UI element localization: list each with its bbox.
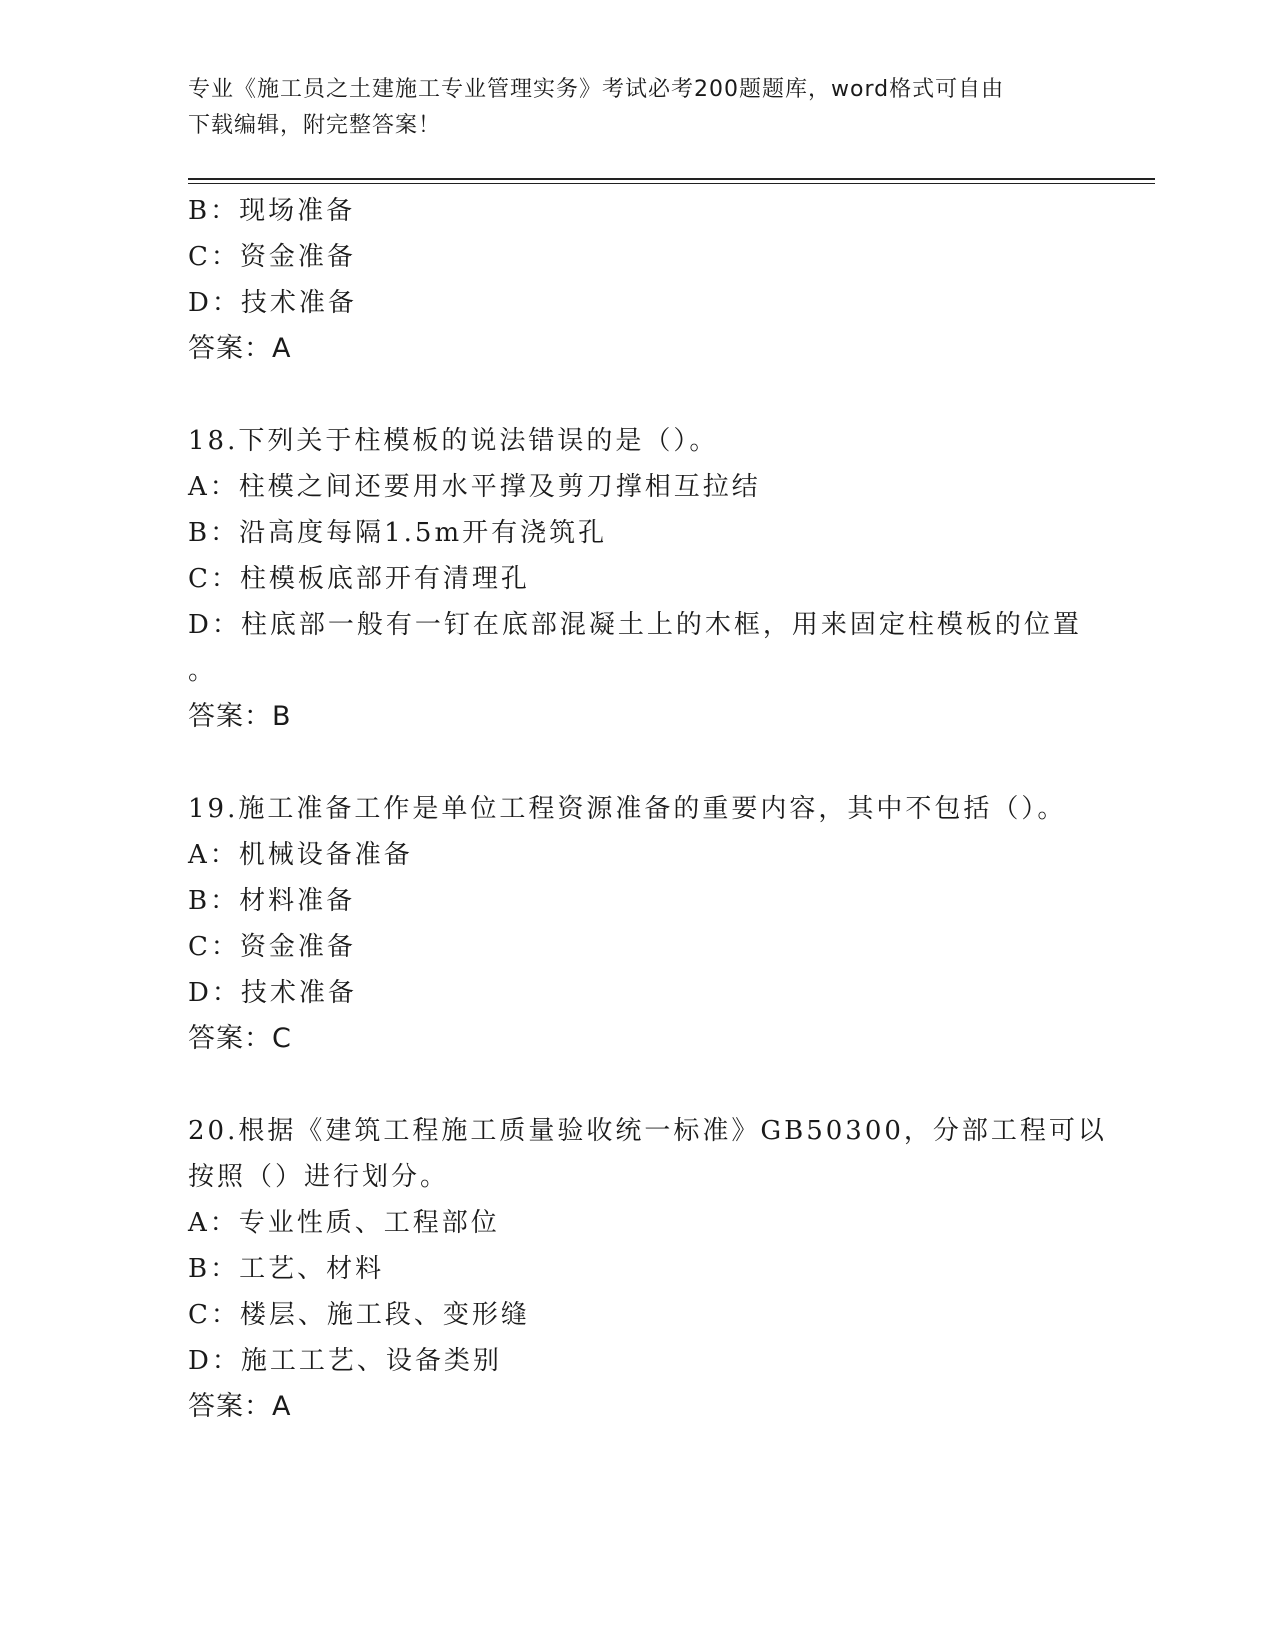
answer: 答案：C (188, 1023, 292, 1054)
answer: 答案：A (188, 333, 292, 364)
question-stem: 18.下列关于柱模板的说法错误的是（）。 (188, 426, 719, 456)
answer: 答案：B (188, 701, 292, 732)
document-header (188, 72, 1088, 144)
spacer (188, 740, 1118, 786)
option-b: B：沿高度每隔1.5m开有浇筑孔 (188, 518, 608, 548)
option-b: B：现场准备 (188, 196, 356, 226)
option-d: D：技术准备 (188, 978, 357, 1008)
question-stem-line-2: 按照（）进行划分。 (188, 1162, 450, 1192)
question-stem: 19.施工准备工作是单位工程资源准备的重要内容，其中不包括（）。 (188, 794, 1067, 824)
option-d: D：技术准备 (188, 288, 357, 318)
question-stem-line-1: 20.根据《建筑工程施工质量验收统一标准》GB50300，分部工程可以 (188, 1116, 1107, 1146)
option-c: C：资金准备 (188, 932, 356, 962)
option-a: A：专业性质、工程部位 (188, 1208, 500, 1238)
header-line-1: 专业《施工员之土建施工专业管理实务》考试必考200题题库，word格式可自由 (188, 77, 1005, 102)
question-20 (188, 1108, 1118, 1430)
header-divider-thin (188, 183, 1155, 184)
header-divider-thick (188, 178, 1155, 180)
spacer (188, 1062, 1118, 1108)
question-18 (188, 418, 1118, 740)
spacer (188, 372, 1118, 418)
option-b: B：工艺、材料 (188, 1254, 385, 1284)
option-d: D：施工工艺、设备类别 (188, 1346, 502, 1376)
option-c: C：柱模板底部开有清理孔 (188, 564, 530, 594)
option-a: A：柱模之间还要用水平撑及剪刀撑相互拉结 (188, 472, 761, 502)
answer: 答案：A (188, 1391, 292, 1422)
question-content (188, 188, 1118, 1430)
question-17-continued (188, 188, 1118, 372)
option-a: A：机械设备准备 (188, 840, 413, 870)
option-c: C：资金准备 (188, 242, 356, 272)
header-line-2: 下载编辑，附完整答案！ (188, 113, 442, 138)
option-c: C：楼层、施工段、变形缝 (188, 1300, 530, 1330)
option-d: D：柱底部一般有一钉在底部混凝土上的木框，用来固定柱模板的位置 (188, 610, 1082, 640)
question-19 (188, 786, 1118, 1062)
option-b: B：材料准备 (188, 886, 356, 916)
option-d-tail: 。 (188, 656, 218, 686)
